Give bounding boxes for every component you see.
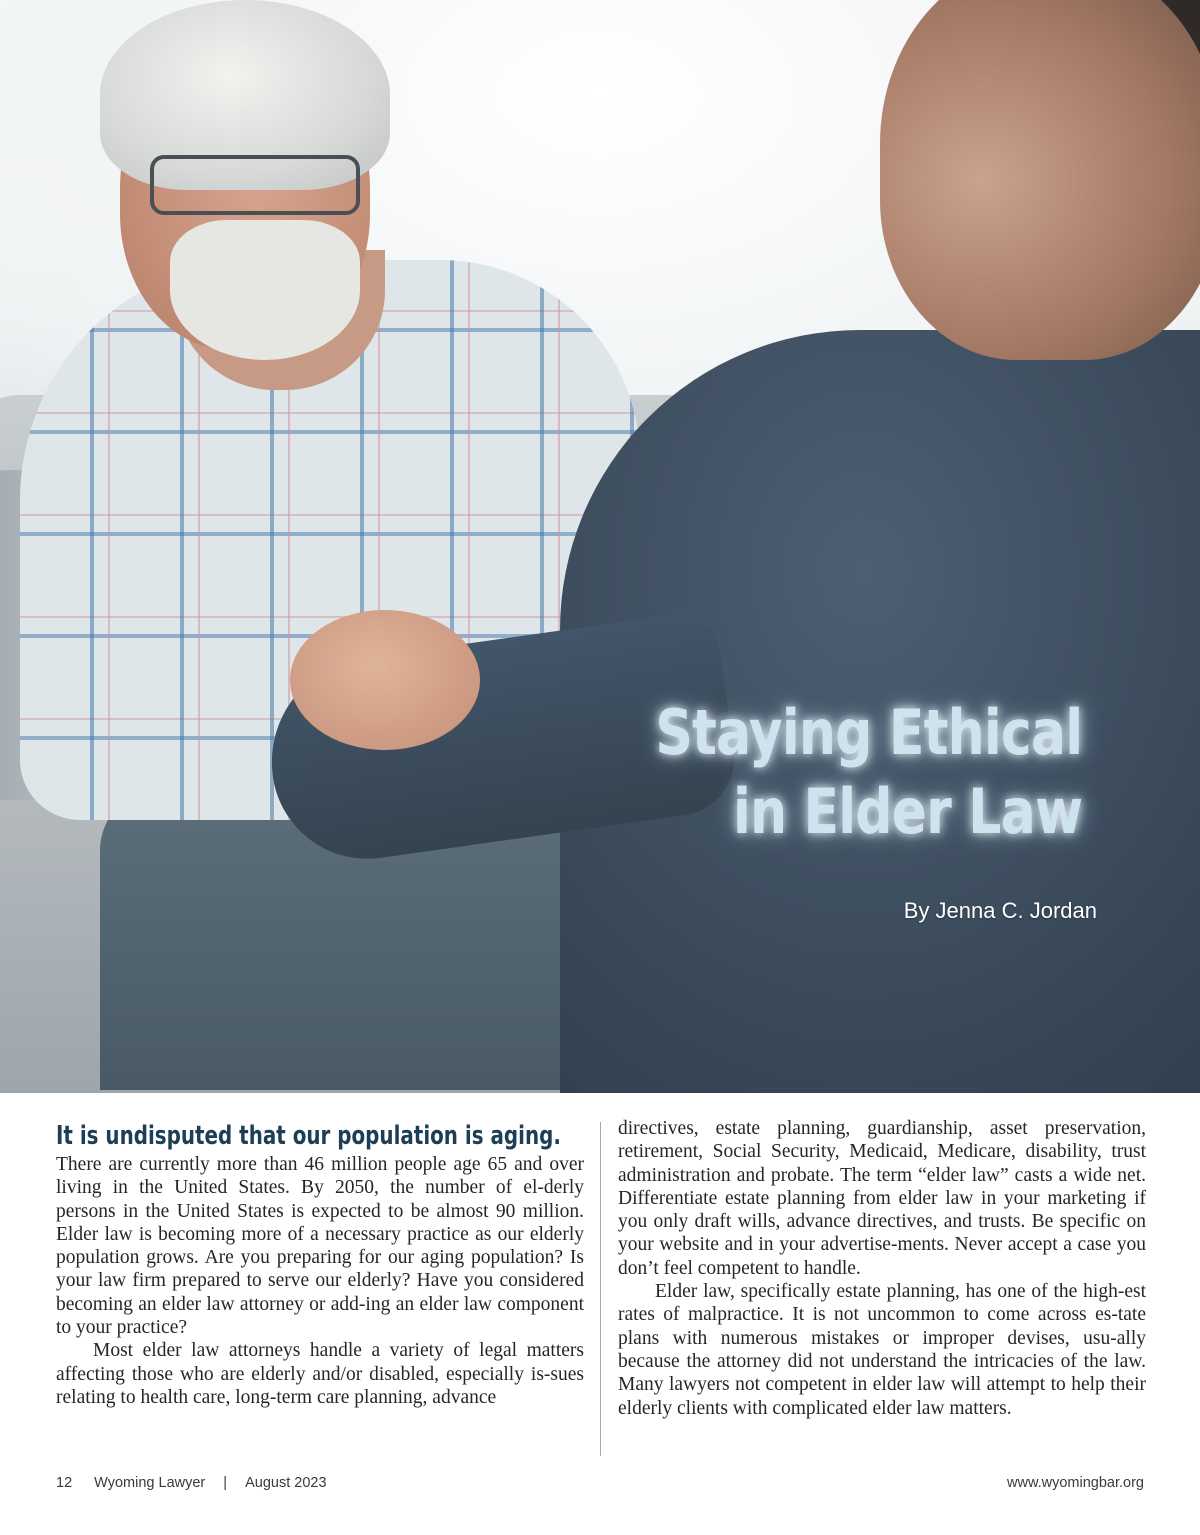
left-column — [56, 1120, 584, 1409]
lead-heading: It is undisputed that our population is aging. — [56, 1121, 561, 1151]
page-footer — [56, 1475, 1144, 1497]
article-title-line-2: in Elder Law — [732, 775, 1082, 849]
article-title — [574, 693, 1082, 852]
handshake — [290, 610, 480, 750]
byline: By Jenna C. Jordan — [903, 898, 1097, 923]
publication-name: Wyoming Lawyer — [94, 1475, 206, 1491]
footer-separator: | — [223, 1475, 228, 1491]
elderly-man-beard — [170, 220, 360, 360]
article-body — [56, 1120, 1144, 1455]
paragraph-2-continued: directives, estate planning, guardianship, asset preservation, retirement, Social Security, Medicaid, Medicare, disability, trust administration and probate. The term “elder law” casts a wide net. Differentiate estate planning from elder law in your marketing if you only draft wills, advance directives, and trusts. Be specific on your website and in your advertise-ments. Never accept a case you don’t feel competent to handle. — [618, 1118, 1146, 1279]
footer-left — [56, 1475, 327, 1491]
website-link[interactable]: www.wyomingbar.org — [1007, 1475, 1144, 1491]
article-title-line-1: Staying Ethical — [655, 696, 1082, 769]
issue-date: August 2023 — [245, 1475, 327, 1491]
paragraph-1: There are currently more than 46 million people age 65 and over living in the United States. By 2050, the number of el-derly persons in the United States is expected to be almost 90 million. Elder law is becoming more of a necessary practice as our elderly population grows. Are you preparing for our aging population? Is your law firm prepared to serve our elderly? Have you considered becoming an elder law attorney or add-ing an elder law component to your practice? — [56, 1154, 584, 1339]
right-column — [618, 1117, 1146, 1420]
elderly-man-glasses — [150, 155, 360, 215]
paragraph-2: Most elder law attorneys handle a variety of legal matters affecting those who are elderly and/or disabled, especially is-sues relating to health care, long-term care planning, advance — [56, 1340, 584, 1408]
paragraph-3: Elder law, specifically estate planning, has one of the high-est rates of malpractice. It is not uncommon to come across es-tate plans with numerous mistakes or improper devises, usu-ally because the attorney did not understand the intricacies of the law. Many lawyers not competent in elder law will attempt to help their elderly clients with complicated elder law matters. — [618, 1281, 1146, 1419]
attorney-head — [880, 0, 1200, 360]
page-number: 12 — [56, 1475, 73, 1491]
column-divider — [600, 1122, 601, 1456]
